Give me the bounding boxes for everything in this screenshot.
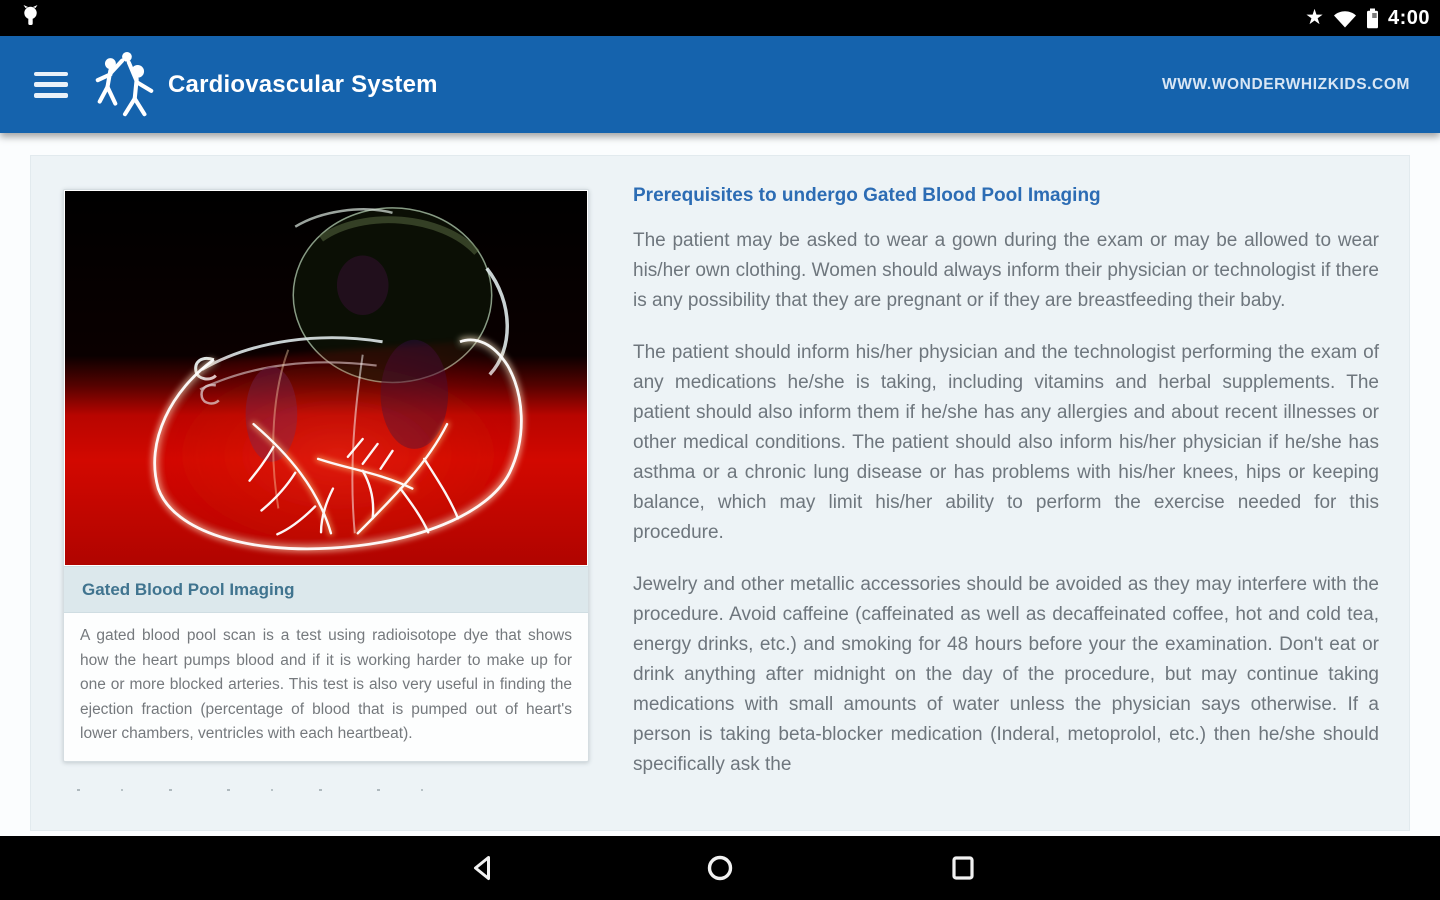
page-title: Cardiovascular System bbox=[168, 70, 438, 98]
website-label: WWW.WONDERWHIZKIDS.COM bbox=[1162, 75, 1410, 93]
content-area bbox=[0, 133, 1440, 836]
image-card bbox=[63, 189, 589, 762]
image-description: A gated blood pool scan is a test using radioisotope dye that shows how the heart pumps blood and if it is working harder to make up for one or more blocked arteries. This test is also very useful in finding the ejection fraction (percentage of blood that is pumped out of heart's lower chambers, ventricles with each heartbeat). bbox=[80, 627, 572, 742]
app-bar bbox=[0, 36, 1440, 133]
content-panel bbox=[30, 155, 1410, 831]
notification-icon bbox=[22, 4, 39, 30]
hamburger-menu-icon[interactable] bbox=[34, 72, 68, 98]
android-nav-bar bbox=[0, 836, 1440, 900]
clipped-text-line bbox=[77, 786, 467, 792]
left-column bbox=[63, 189, 589, 792]
recents-icon[interactable] bbox=[948, 853, 978, 883]
article-paragraph: Jewelry and other metallic accessories should be avoided as they may interfere with the procedure. Avoid caffeine (caffeinated as well as decaffeinated coffee, hot and cold tea, energy drinks, etc.) and smoking for 48 hours before your the examination. Don't eat or drink anything after midnight on the day of the procedure, but may continue taking medications with small amounts of water unless the physician says otherwise. If a person is taking beta-blocker medication (Inderal, metoprolol, etc.) then he/she should specifically ask the bbox=[633, 574, 1379, 775]
heart-coronary-arteries-image bbox=[64, 190, 588, 566]
wonderwhizkids-logo-icon bbox=[90, 49, 160, 121]
status-bar bbox=[0, 0, 1440, 36]
wifi-icon bbox=[1333, 9, 1357, 28]
article-heading: Prerequisites to undergo Gated Blood Pool Imaging bbox=[633, 185, 1101, 206]
article-column bbox=[633, 184, 1379, 802]
star-icon: ★ bbox=[1305, 6, 1324, 29]
battery-icon bbox=[1366, 8, 1379, 29]
article-paragraph: The patient should inform his/her physician and the technologist performing the exam of any medications he/she is taking, including vitamins and herbal supplements. The patient should also inform them if he/she has any allergies and about recent illnesses or other medical conditions. The patient should also inform his/her physician if he/she has asthma or a chronic lung disease or has problems with his/her knees, hips or keeping balance, which may limit his/her ability to perform the exercise needed for this procedure. bbox=[633, 342, 1379, 543]
image-caption: Gated Blood Pool Imaging bbox=[64, 566, 588, 613]
back-icon[interactable] bbox=[468, 853, 498, 883]
status-clock: 4:00 bbox=[1387, 6, 1430, 29]
article-paragraph: The patient may be asked to wear a gown during the exam or may be allowed to wear his/her own clothing. Women should always inform their physician or technologist if there is any possibility that they are pregnant or if they are breastfeeding their baby. bbox=[633, 230, 1379, 311]
home-icon[interactable] bbox=[705, 853, 735, 883]
